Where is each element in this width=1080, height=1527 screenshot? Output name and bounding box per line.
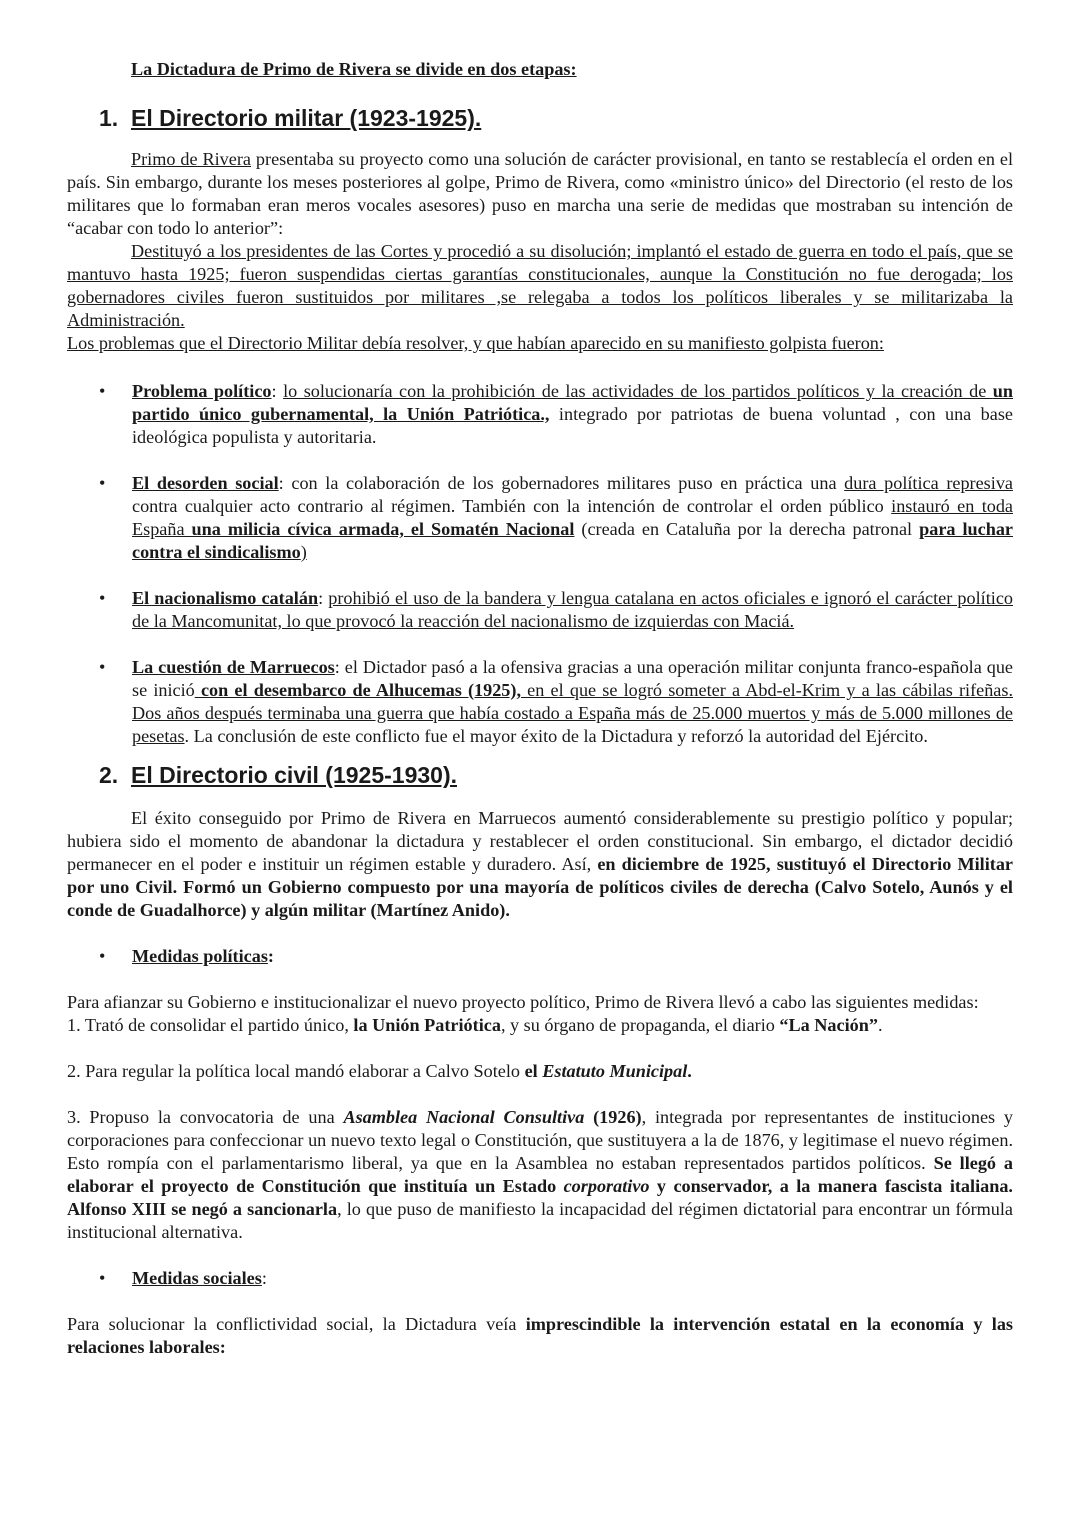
bullet-icon: • — [99, 473, 106, 493]
list-item-title: La cuestión de Marruecos — [132, 657, 335, 677]
list-item-title: El nacionalismo catalán — [132, 588, 319, 608]
list-item-title: Medidas sociales — [132, 1268, 262, 1288]
bullet-icon: • — [99, 381, 106, 401]
plain-text: El éxito conseguido por Primo de Rivera en Marruecos aumentó considerablemente su prestigio político y popular; hubiera sido el momento de abandonar la dictadura y restablecer el orden constitucional. Sin embargo, el dictador decidió permanecer en el poder e instituir un régimen estable y duradero. Así, — [67, 808, 1013, 874]
bold-underlined-text: para luchar contra el sindicalismo — [132, 519, 1013, 562]
section-2-title-text: El Directorio civil (1925-1930). — [131, 762, 457, 788]
plain-text: 3. Propuso la convocatoria de una — [67, 1107, 344, 1127]
list-item-cuestion-marruecos — [67, 656, 1013, 748]
section-1-intro — [67, 148, 1013, 240]
bold-italic-text: Estatuto Municipal — [542, 1061, 688, 1081]
section-2-number: 2. — [99, 762, 119, 788]
bold-underlined-text: una milicia cívica armada, el Somatén Nacional — [191, 519, 575, 539]
document-page — [67, 58, 1013, 1359]
bold-underlined-text: un partido único gubernamental, la Unión Patriótica., — [132, 381, 1013, 424]
plain-text: . — [877, 1015, 883, 1035]
plain-text: , y su órgano de propaganda, el diario — [500, 1015, 780, 1035]
bold-underlined-text: con el desembarco de Alhucemas (1925), — [194, 680, 521, 700]
bold-text: . — [687, 1061, 692, 1081]
plain-text: : el Dictador pasó a la ofensiva gracias a una operación militar conjunta franco-española que se inició — [132, 657, 1014, 700]
underlined-text: prohibió el uso de la bandera y lengua catalana en actos oficiales e ignoró el carácter político de la Mancomunitat, lo que provocó la reacción del nacionalismo de izquierdas con Maciá. — [132, 588, 1013, 631]
list-item-nacionalismo-catalan — [67, 587, 1013, 633]
social-intro — [67, 1313, 1013, 1359]
medidas-politicas-list — [67, 945, 1013, 968]
list-item-medidas-politicas — [67, 945, 1013, 968]
measure-2 — [67, 1060, 1013, 1083]
plain-text: . La conclusión de este conflicto fue el mayor éxito de la Dictadura y reforzó la autoridad del Ejército. — [184, 726, 928, 746]
list-item-title: El desorden social — [132, 473, 279, 493]
bold-italic-text: corporativo — [563, 1176, 650, 1196]
plain-text: (creada en Cataluña por la derecha patronal — [574, 519, 920, 539]
list-item-desorden-social — [67, 472, 1013, 564]
bold-text: Se llegó a elaborar el proyecto de Constitución que instituía un Estado — [67, 1153, 1013, 1196]
political-intro: Para afianzar su Gobierno e institucionalizar el nuevo proyecto político, Primo de Rivera llevó a cabo las siguientes medidas: — [67, 992, 979, 1012]
plain-text: contra cualquier acto contrario al régimen. También con la intención de controlar el orden público — [132, 496, 892, 516]
bullet-icon: • — [99, 588, 106, 608]
underlined-text: instauró en toda España — [132, 496, 1014, 539]
bold-text: el — [524, 1061, 543, 1081]
bold-text: imprescindible la intervención estatal en la economía y las relaciones laborales: — [67, 1314, 1013, 1357]
bold-text: (1926) — [584, 1107, 642, 1127]
bullet-icon: • — [99, 1268, 106, 1288]
list-item-title: Problema político — [132, 381, 272, 401]
medidas-sociales-list — [67, 1267, 1013, 1290]
measure-3 — [67, 1106, 1013, 1244]
list-item-medidas-sociales — [67, 1267, 1013, 1290]
plain-text: : con la colaboración de los gobernadores militares puso en práctica una — [278, 473, 845, 493]
bold-text: “La Nación” — [779, 1015, 878, 1035]
plain-text: 1. Trató de consolidar el partido único, — [67, 1015, 354, 1035]
bold-italic-text: Asamblea Nacional Consultiva — [343, 1107, 585, 1127]
bold-text: en diciembre de 1925, sustituyó el Directorio Militar por uno Civil. Formó un Gobierno compuesto por una mayoría de políticos civiles de derecha (Calvo Sotelo, Aunós y el conde de Guadalhorce) y algún militar (Martínez Anido). — [67, 854, 1014, 920]
measure-1 — [67, 1014, 1013, 1037]
bold-text: y conservador, a la manera fascista italiana. Alfonso XIII se negó a sancionarla — [67, 1176, 1013, 1219]
underlined-text: en el que se logró someter a Abd-el-Krim y a las cábilas rifeñas. Dos años después terminaba una guerra que había costado a España más de 25.000 muertos y más de 5.000 millones de pesetas — [132, 680, 1013, 746]
plain-text: 2. Para regular la política local mandó elaborar a Calvo Sotelo — [67, 1061, 525, 1081]
list-item-title: Medidas políticas — [132, 946, 268, 966]
bullet-icon: • — [99, 657, 106, 677]
plain-text: Para solucionar la conflictividad social, la Dictadura veía — [67, 1314, 526, 1334]
document-heading: La Dictadura de Primo de Rivera se divide en dos etapas: — [131, 59, 577, 79]
section-2-title — [67, 760, 1013, 790]
primo-de-rivera-link: Primo de Rivera — [131, 149, 251, 169]
underlined-text: dura política represiva — [844, 473, 1013, 493]
separator: : — [267, 946, 274, 966]
separator: : — [261, 1268, 267, 1288]
bold-text: la Unión Patriótica — [353, 1015, 501, 1035]
section-1-problems-intro: Los problemas que el Directorio Militar debía resolver, y que habían aparecido en su manifiesto golpista fueron: — [67, 333, 884, 353]
section-1-number: 1. — [99, 105, 119, 131]
plain-text: , lo que puso de manifiesto la incapacidad del régimen dictatorial para encontrar un fórmula institucional alternativa. — [67, 1199, 1014, 1242]
plain-text: ) — [300, 542, 307, 562]
plain-text: , integrada por representantes de instituciones y corporaciones para confeccionar un nuevo texto legal o Constitución, que sustituyera a la de 1876, y legitimase el nuevo régimen. Esto rompía con el parlamentarismo liberal, ya que en la Asamblea no estaban representados partidos políticos. — [67, 1107, 1013, 1173]
section-1-title — [67, 103, 1013, 133]
section-1-title-text: El Directorio militar (1923-1925). — [131, 105, 482, 131]
separator: : — [271, 381, 284, 401]
section-2-intro — [67, 807, 1013, 922]
separator: : — [318, 588, 329, 608]
intro-text: presentaba su proyecto como una solución de carácter provisional, en tanto se restablecía el orden en el país. Sin embargo, durante los meses posteriores al golpe, Primo de Rivera, como «ministro único» del Directorio (el resto de los militares que lo formaban eran meros vocales asesores) puso en marcha una serie de medidas que mostraban su intención de “acabar con todo lo anterior”: — [67, 149, 1013, 238]
problems-list — [67, 380, 1013, 748]
bullet-icon: • — [99, 946, 106, 966]
plain-text: integrado por patriotas de buena voluntad , con una base ideológica populista y autoritaria. — [132, 404, 1013, 447]
section-1-measures: Destituyó a los presidentes de las Cortes y procedió a su disolución; implantó el estado de guerra en todo el país, que se mantuvo hasta 1925; fueron suspendidas ciertas garantías constitucionales, aunque la Constitución no fue derogada; los gobernadores civiles fueron sustituidos por militares ,se relegaba a todos los políticos liberales y se militarizaba la Administración. — [67, 241, 1013, 330]
list-item-problema-politico — [67, 380, 1013, 449]
underlined-text: lo solucionaría con la prohibición de las actividades de los partidos políticos y la creación de — [283, 381, 993, 401]
